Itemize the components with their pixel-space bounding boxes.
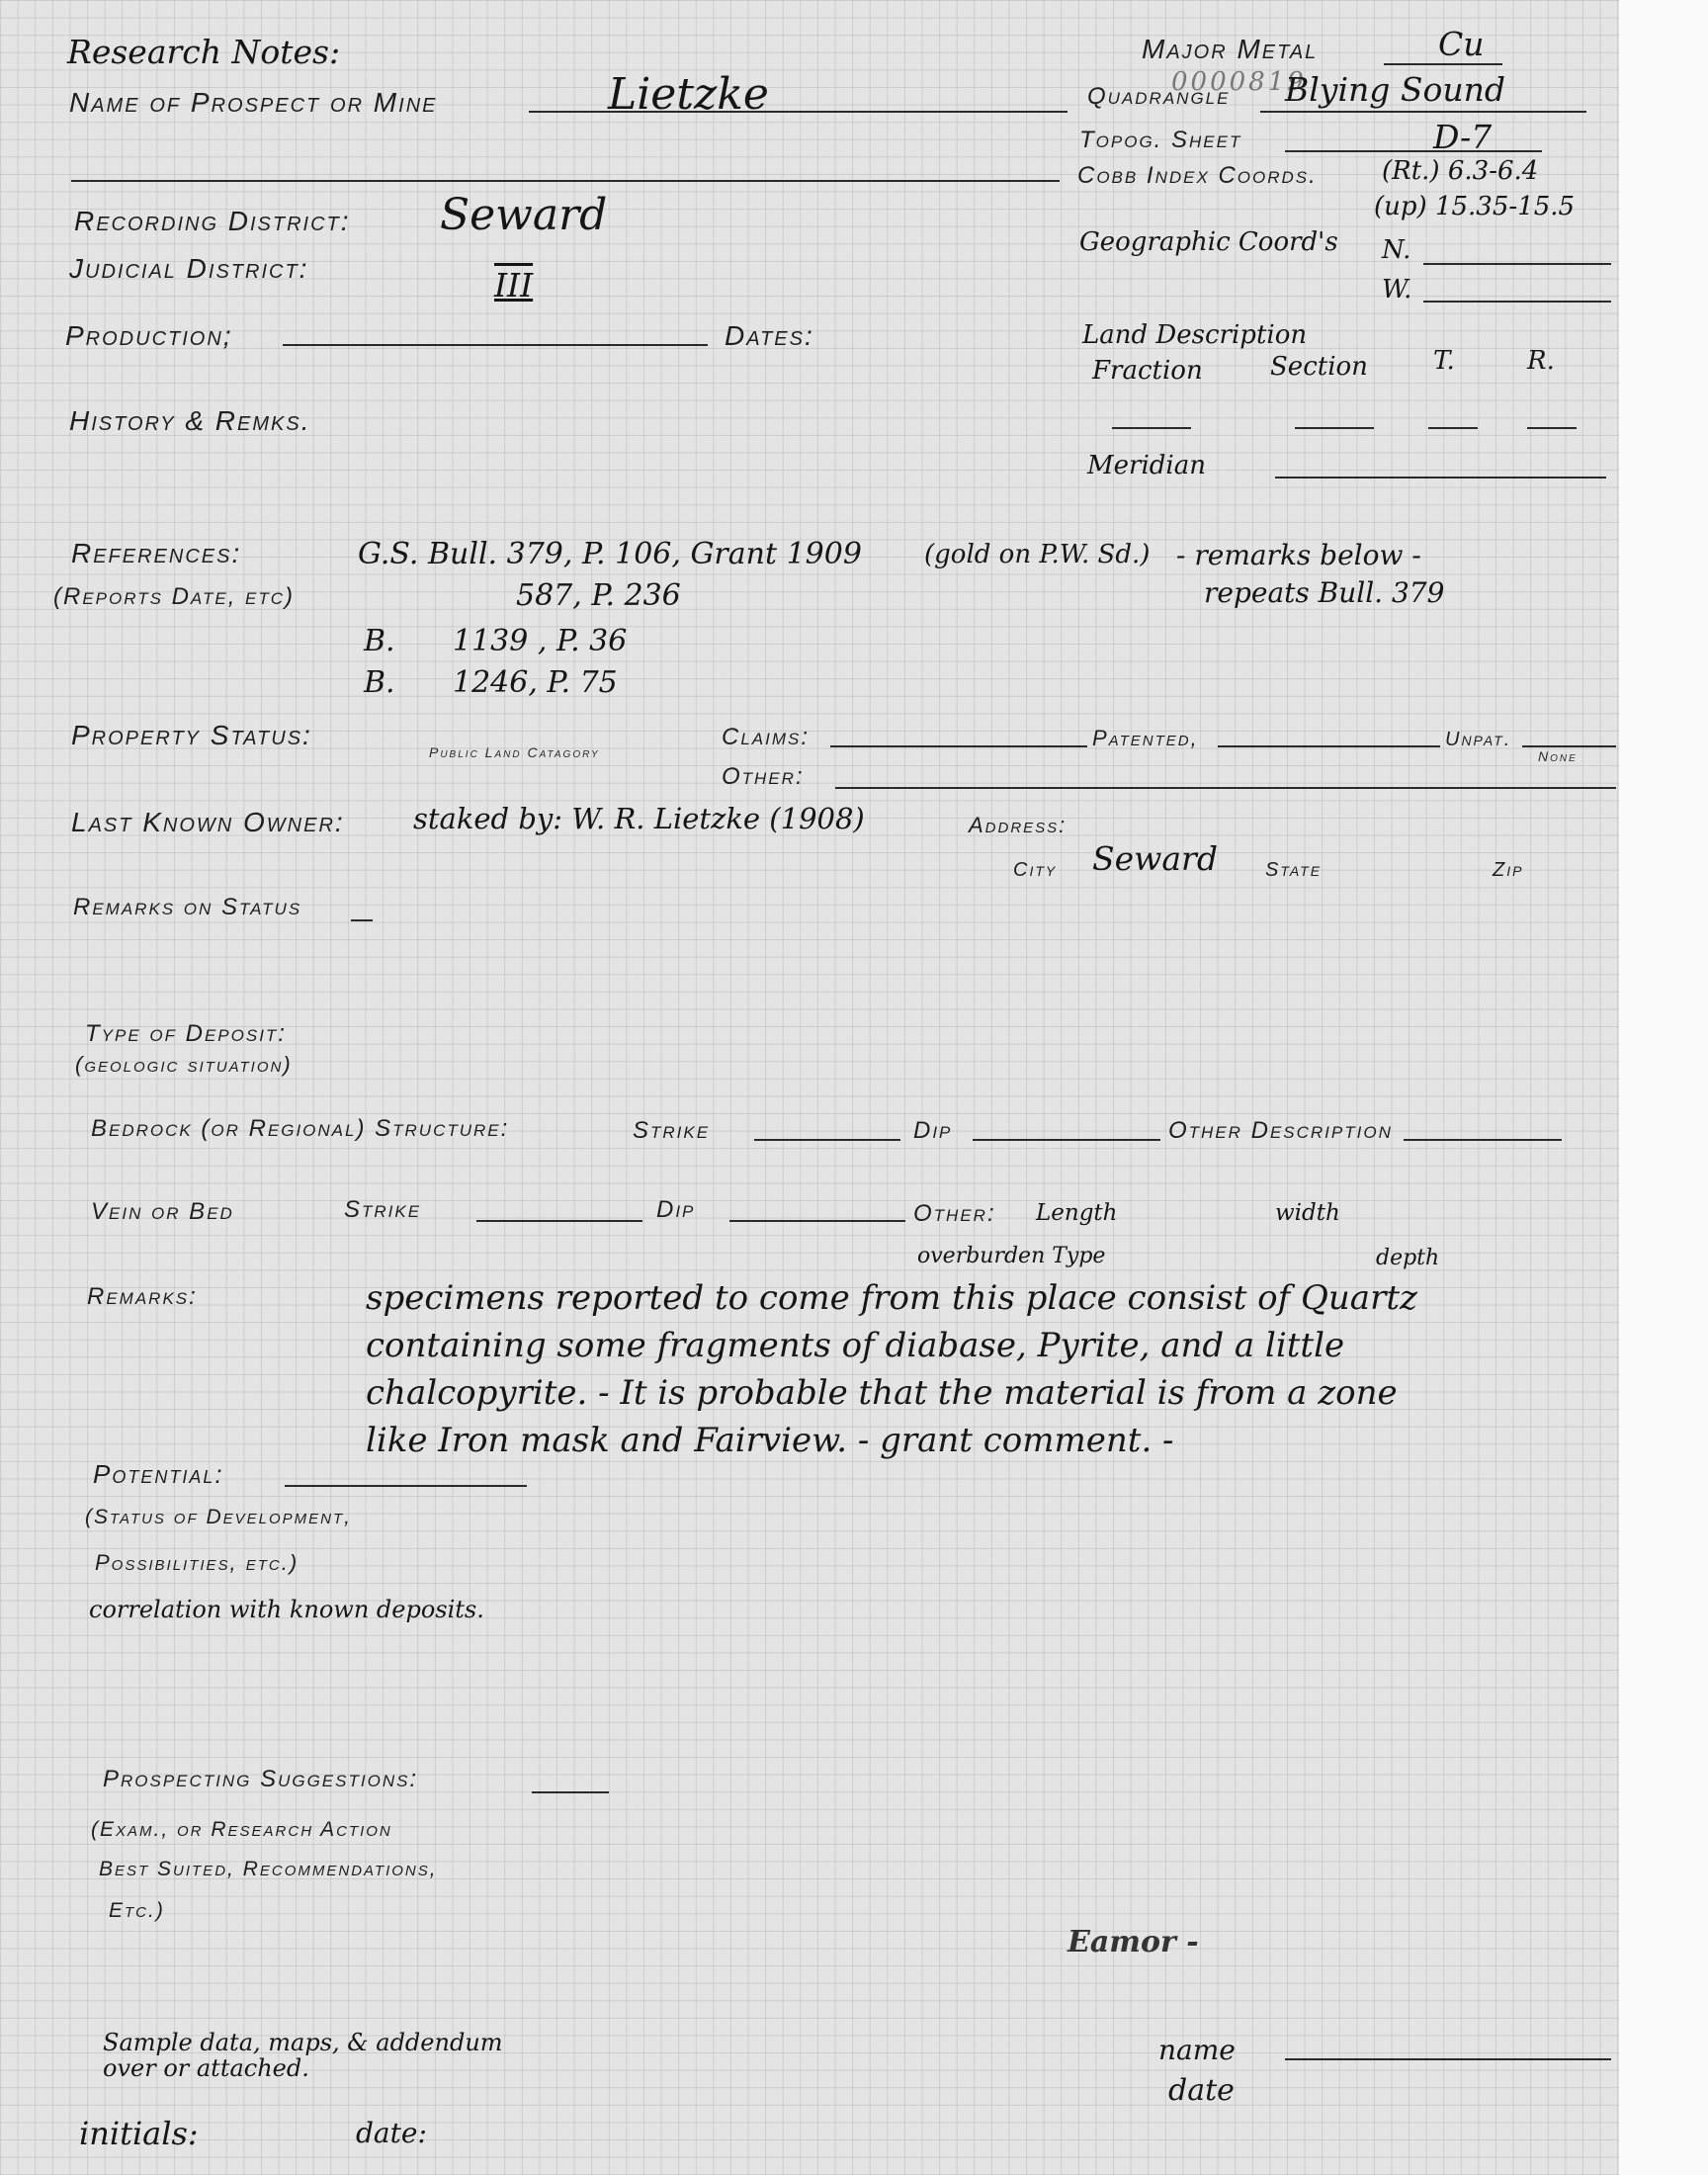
section-label: Section [1270,352,1368,382]
remarks-on-status-line [351,919,373,921]
references-label: References: [71,538,242,568]
section-line [1295,427,1374,429]
state-label: State [1265,859,1323,881]
reference-line-4-prefix: B. [364,665,395,700]
cobb-coords-up: (up) 15.35-15.5 [1374,192,1576,221]
page-margin [1619,0,1708,2175]
topog-line [1285,150,1542,152]
prospecting-suggestions-label: Prospecting Suggestions: [103,1766,419,1792]
major-metal-value: Cu [1438,25,1485,63]
fraction-line [1112,427,1191,429]
dates-label: Dates: [725,320,814,351]
claims-label: Claims: [722,724,811,750]
township-label: T. [1433,346,1455,376]
type-of-deposit-label: Type of Deposit: [85,1020,287,1047]
quadrangle-line [1260,111,1586,113]
name-bottom-label: name [1158,2034,1236,2066]
overburden-type-label: overburden Type [917,1244,1106,1268]
production-label: Production; [65,320,233,351]
range-line [1527,427,1577,429]
reference-note-1: (gold on P.W. Sd.) [924,540,1151,569]
property-status-label: Property Status: [71,720,312,750]
bedrock-structure-label: Bedrock (or Regional) Structure: [91,1115,510,1142]
bedrock-dip-line [973,1139,1160,1141]
prospecting-line [532,1791,609,1793]
address-label: Address: [969,813,1068,837]
name-of-prospect-label: Name of Prospect or Mine [69,87,438,118]
bedrock-strike-label: Strike [633,1117,711,1144]
meridian-line [1275,477,1606,478]
major-metal-line [1384,63,1502,65]
vein-strike-label: Strike [344,1196,422,1223]
sample-data-line-1: Sample data, maps, & addendum [103,2029,503,2056]
remarks-line-3: chalcopyrite. - It is probable that the material is from a zone [366,1373,1398,1413]
last-known-owner-label: Last Known Owner: [71,807,345,837]
sample-data-line-2: over or attached. [103,2054,309,2082]
remarks-label: Remarks: [87,1283,198,1310]
potential-line [285,1485,527,1487]
potential-sub-3: correlation with known deposits. [89,1596,484,1623]
township-line [1428,427,1478,429]
vein-dip-label: Dip [656,1196,696,1223]
length-label: Length [1036,1200,1118,1226]
vein-other-label: Other: [913,1200,996,1227]
other-description-label: Other Description [1168,1117,1393,1144]
last-known-owner-value: staked by: W. R. Lietzke (1908) [413,802,865,835]
city-value: Seward [1092,839,1218,878]
reference-line-3-prefix: B. [364,624,395,658]
unpatented-label: Unpat. [1445,729,1512,750]
document-stamp: 0000819 [1171,67,1307,97]
north-line [1423,263,1611,265]
name-line [529,111,1068,113]
reference-line-3: 1139 , P. 36 [453,624,628,658]
prospecting-sub-2: Best Suited, Recommendations, [99,1858,438,1880]
prospecting-sub-1: (Exam., or Research Action [91,1818,392,1841]
recording-district-label: Recording District: [74,206,351,236]
zip-label: Zip [1493,859,1524,881]
remarks-line-4: like Iron mask and Fairview. - grant comment. - [366,1421,1174,1460]
research-notes-heading: Research Notes: [67,33,341,71]
initials-label: initials: [79,2115,199,2152]
date-label: date: [356,2117,427,2149]
type-of-deposit-sub-label: (geologic situation) [75,1052,293,1077]
west-label: W. [1382,275,1412,304]
north-label: N. [1382,235,1411,265]
patented-label: Patented, [1092,726,1199,750]
west-line [1423,301,1611,303]
topog-sheet-label: Topog. Sheet [1079,127,1242,153]
history-label: History & Remks. [69,405,311,436]
signature: Eamor - [1068,1925,1199,1959]
public-land-category-label: Public Land Catagory [429,744,600,760]
land-description-label: Land Description [1082,320,1308,350]
range-label: R. [1527,346,1555,376]
judicial-district-label: Judicial District: [69,253,309,284]
vein-or-bed-label: Vein or Bed [91,1198,234,1225]
remarks-line-2: containing some fragments of diabase, Pyrite, and a little [366,1326,1345,1365]
judicial-district-value: III [494,266,534,304]
recording-district-value: Seward [440,190,608,240]
other-label: Other: [722,763,805,790]
potential-sub-1: (Status of Development, [85,1506,352,1528]
quadrangle-label: Quadrangle [1087,83,1231,110]
remarks-line-1: specimens reported to come from this place consist of Quartz [366,1278,1417,1318]
fraction-label: Fraction [1092,356,1203,386]
depth-label: depth [1376,1246,1440,1270]
patented-line [1218,745,1440,747]
prospect-name-value: Lietzke [608,69,769,120]
production-line [283,344,708,346]
unpatented-line [1522,745,1616,747]
meridian-label: Meridian [1087,451,1206,480]
bedrock-strike-line [754,1139,900,1141]
reference-line-2: 587, P. 236 [516,578,681,613]
reference-line-1: G.S. Bull. 379, P. 106, Grant 1909 [358,537,862,571]
name-bottom-line [1285,2058,1611,2060]
potential-label: Potential: [93,1459,224,1489]
reference-note-3: repeats Bull. 379 [1204,576,1445,609]
reference-note-2: - remarks below - [1176,539,1421,571]
bedrock-dip-label: Dip [913,1117,953,1144]
geographic-coords-label: Geographic Coord's [1079,227,1338,257]
none-label: None [1538,748,1578,764]
cobb-coords-label: Cobb Index Coords. [1077,162,1318,189]
width-label: width [1275,1200,1340,1226]
city-label: City [1013,859,1058,881]
topog-sheet-value: D-7 [1433,118,1493,156]
references-sub-label: (Reports Date, etc) [53,583,296,610]
prospecting-sub-3: Etc.) [109,1899,165,1922]
major-metal-label: Major Metal [1142,34,1319,64]
quadrangle-value: Blying Sound [1285,70,1505,109]
claims-line [830,745,1087,747]
vein-dip-line [729,1220,905,1222]
other-description-line [1404,1139,1562,1141]
potential-sub-2: Possibilities, etc.) [95,1550,299,1575]
cobb-coords-rt: (Rt.) 6.3-6.4 [1382,156,1539,186]
reference-line-4: 1246, P. 75 [453,665,618,700]
date-bottom-label: date [1168,2073,1235,2108]
vein-strike-line [476,1220,642,1222]
remarks-on-status-label: Remarks on Status [73,894,302,920]
name-line-2 [71,180,1060,182]
other-line [835,787,1616,789]
